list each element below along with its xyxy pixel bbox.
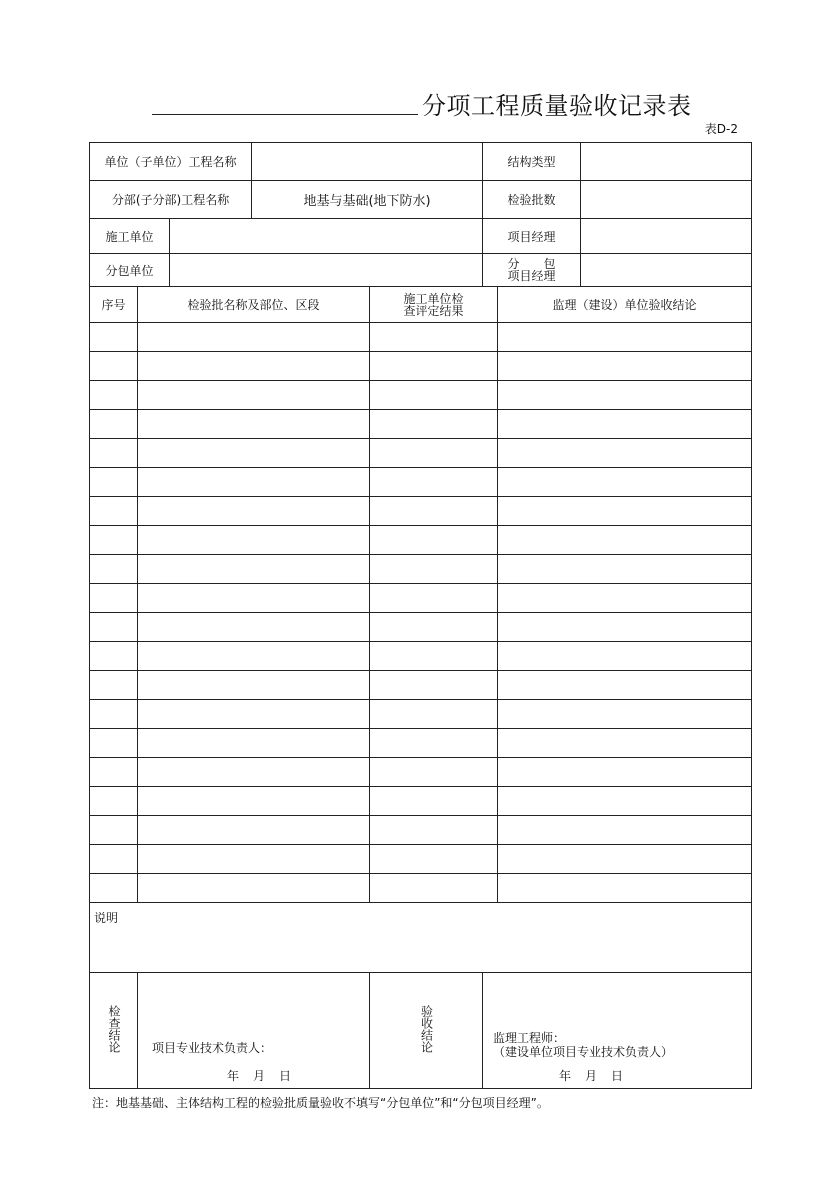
row-supervision-conclusion-cell[interactable] — [498, 671, 752, 700]
row-construction-result-cell[interactable] — [370, 352, 498, 381]
row-batch-name-cell[interactable] — [138, 613, 370, 642]
row-seq-cell[interactable] — [90, 671, 138, 700]
table-row — [90, 352, 752, 381]
row-construction-result-cell[interactable] — [370, 497, 498, 526]
row-batch-name-cell[interactable] — [138, 671, 370, 700]
row-supervision-conclusion-cell[interactable] — [498, 642, 752, 671]
row-construction-result-cell[interactable] — [370, 671, 498, 700]
row-seq-cell[interactable] — [90, 874, 138, 903]
table-row — [90, 845, 752, 874]
acceptance-signer — [493, 1031, 673, 1059]
row-batch-name-cell[interactable] — [138, 439, 370, 468]
notes-label: 说明 — [94, 911, 119, 925]
row-supervision-conclusion-cell[interactable] — [498, 816, 752, 845]
row-seq-cell[interactable] — [90, 584, 138, 613]
acceptance-engineer-label: 监理工程师： — [493, 1031, 566, 1045]
table-row — [90, 874, 752, 903]
col-header-batch-name: 检验批名称及部位、区段 — [138, 287, 370, 323]
row-supervision-conclusion-cell[interactable] — [498, 439, 752, 468]
row-construction-result-cell[interactable] — [370, 323, 498, 352]
table-row — [90, 410, 752, 439]
inspection-responsible-label: 项目专业技术负责人： — [152, 1041, 273, 1055]
row-construction-result-cell[interactable] — [370, 816, 498, 845]
row-construction-result-cell[interactable] — [370, 642, 498, 671]
unit-project-name-field[interactable] — [252, 143, 483, 181]
subcontract-manager-label-line1: 分 包 — [507, 257, 556, 271]
table-row — [90, 642, 752, 671]
inspection-label: 检查结论 — [107, 1004, 121, 1053]
table-row — [90, 787, 752, 816]
row-batch-name-cell[interactable] — [138, 584, 370, 613]
project-manager-label: 项目经理 — [483, 219, 581, 254]
row-batch-name-cell[interactable] — [138, 526, 370, 555]
row-batch-name-cell[interactable] — [138, 468, 370, 497]
row-seq-cell[interactable] — [90, 845, 138, 874]
row-supervision-conclusion-cell[interactable] — [498, 555, 752, 584]
table-row — [90, 526, 752, 555]
row-supervision-conclusion-cell[interactable] — [498, 497, 752, 526]
subcontract-manager-field[interactable] — [581, 254, 752, 287]
structure-type-field[interactable] — [581, 143, 752, 181]
row-seq-cell[interactable] — [90, 816, 138, 845]
acceptance-year: 年 — [559, 1069, 572, 1083]
title-blank-line[interactable] — [152, 114, 418, 115]
table-row — [90, 555, 752, 584]
row-batch-name-cell[interactable] — [138, 642, 370, 671]
acceptance-label: 验收结论 — [419, 1004, 434, 1053]
row-batch-name-cell[interactable] — [138, 816, 370, 845]
row-supervision-conclusion-cell[interactable] — [498, 787, 752, 816]
structure-type-label: 结构类型 — [483, 143, 581, 181]
footnote: 注：地基基础、主体结构工程的检验批质量验收不填写“分包单位”和“分包项目经理”。 — [92, 1096, 549, 1110]
row-batch-name-cell[interactable] — [138, 381, 370, 410]
table-row — [90, 758, 752, 787]
row-supervision-conclusion-cell[interactable] — [498, 584, 752, 613]
row-batch-name-cell[interactable] — [138, 845, 370, 874]
row-supervision-conclusion-cell[interactable] — [498, 410, 752, 439]
batch-count-field[interactable] — [581, 181, 752, 219]
col-header-construction-result-line1: 施工单位检 — [403, 291, 464, 306]
inspection-year: 年 — [226, 1069, 239, 1083]
col-header-construction-result — [370, 287, 498, 323]
acceptance-engineer-note: （建设单位项目专业技术负责人） — [493, 1045, 674, 1059]
project-manager-field[interactable] — [581, 219, 752, 254]
row-supervision-conclusion-cell[interactable] — [498, 874, 752, 903]
row-supervision-conclusion-cell[interactable] — [498, 758, 752, 787]
row-supervision-conclusion-cell[interactable] — [498, 381, 752, 410]
row-seq-cell[interactable] — [90, 526, 138, 555]
subcontract-manager-label-line2: 项目经理 — [507, 269, 556, 283]
col-header-construction-result-line2: 查评定结果 — [403, 303, 464, 318]
row-construction-result-cell[interactable] — [370, 468, 498, 497]
row-seq-cell[interactable] — [90, 497, 138, 526]
row-batch-name-cell[interactable] — [138, 497, 370, 526]
inspection-conclusion-cell[interactable] — [138, 973, 370, 1089]
row-construction-result-cell[interactable] — [370, 729, 498, 758]
construction-unit-field[interactable] — [170, 219, 483, 254]
row-supervision-conclusion-cell[interactable] — [498, 845, 752, 874]
form-code: 表D-2 — [704, 122, 738, 136]
row-seq-cell[interactable] — [90, 352, 138, 381]
col-header-seq: 序号 — [90, 287, 138, 323]
row-batch-name-cell[interactable] — [138, 787, 370, 816]
row-batch-name-cell[interactable] — [138, 352, 370, 381]
row-seq-cell[interactable] — [90, 410, 138, 439]
row-supervision-conclusion-cell[interactable] — [498, 729, 752, 758]
row-seq-cell[interactable] — [90, 381, 138, 410]
table-row — [90, 671, 752, 700]
row-construction-result-cell[interactable] — [370, 874, 498, 903]
row-supervision-conclusion-cell[interactable] — [498, 700, 752, 729]
table-row — [90, 323, 752, 352]
subcontract-manager-label — [483, 254, 581, 287]
acceptance-conclusion-cell[interactable] — [483, 973, 752, 1089]
subcontract-unit-label: 分包单位 — [90, 254, 170, 287]
row-construction-result-cell[interactable] — [370, 439, 498, 468]
row-seq-cell[interactable] — [90, 468, 138, 497]
table-row — [90, 729, 752, 758]
row-supervision-conclusion-cell[interactable] — [498, 323, 752, 352]
row-construction-result-cell[interactable] — [370, 526, 498, 555]
table-row — [90, 700, 752, 729]
row-batch-name-cell[interactable] — [138, 700, 370, 729]
row-seq-cell[interactable] — [90, 323, 138, 352]
row-batch-name-cell[interactable] — [138, 410, 370, 439]
table-row — [90, 584, 752, 613]
row-batch-name-cell[interactable] — [138, 874, 370, 903]
row-construction-result-cell[interactable] — [370, 787, 498, 816]
row-seq-cell[interactable] — [90, 642, 138, 671]
table-row — [90, 439, 752, 468]
row-supervision-conclusion-cell[interactable] — [498, 468, 752, 497]
row-construction-result-cell[interactable] — [370, 613, 498, 642]
construction-unit-label: 施工单位 — [90, 219, 170, 254]
form-title: 分项工程质量验收记录表 — [422, 92, 692, 120]
sub-project-name-label: 分部(子分部)工程名称 — [90, 181, 252, 219]
acceptance-month: 月 — [585, 1069, 598, 1083]
row-construction-result-cell[interactable] — [370, 410, 498, 439]
sub-project-name-field[interactable]: 地基与基础(地下防水) — [252, 181, 483, 219]
row-seq-cell[interactable] — [90, 700, 138, 729]
data-rows — [90, 323, 752, 903]
table-row — [90, 497, 752, 526]
subcontract-unit-field[interactable] — [170, 254, 483, 287]
acceptance-date — [483, 1067, 752, 1084]
batch-count-label: 检验批数 — [483, 181, 581, 219]
row-seq-cell[interactable] — [90, 729, 138, 758]
inspection-record-table — [89, 142, 752, 1089]
row-seq-cell[interactable] — [90, 613, 138, 642]
table-row — [90, 613, 752, 642]
row-construction-result-cell[interactable] — [370, 758, 498, 787]
table-row — [90, 468, 752, 497]
row-batch-name-cell[interactable] — [138, 758, 370, 787]
row-batch-name-cell[interactable] — [138, 555, 370, 584]
row-construction-result-cell[interactable] — [370, 381, 498, 410]
col-header-supervision-conclusion: 监理（建设）单位验收结论 — [498, 287, 752, 323]
row-seq-cell[interactable] — [90, 758, 138, 787]
unit-project-name-label: 单位（子单位）工程名称 — [90, 143, 252, 181]
row-supervision-conclusion-cell[interactable] — [498, 526, 752, 555]
inspection-month: 月 — [253, 1069, 266, 1083]
row-construction-result-cell[interactable] — [370, 555, 498, 584]
notes-cell[interactable] — [90, 903, 752, 973]
row-seq-cell[interactable] — [90, 555, 138, 584]
inspection-label-cell — [90, 973, 138, 1089]
row-batch-name-cell[interactable] — [138, 729, 370, 758]
inspection-date — [138, 1067, 370, 1084]
inspection-day: 日 — [279, 1069, 292, 1083]
table-row — [90, 816, 752, 845]
acceptance-label-cell — [370, 973, 483, 1089]
acceptance-day: 日 — [611, 1069, 624, 1083]
row-batch-name-cell[interactable] — [138, 323, 370, 352]
row-supervision-conclusion-cell[interactable] — [498, 352, 752, 381]
row-supervision-conclusion-cell[interactable] — [498, 613, 752, 642]
row-seq-cell[interactable] — [90, 787, 138, 816]
row-construction-result-cell[interactable] — [370, 845, 498, 874]
row-seq-cell[interactable] — [90, 439, 138, 468]
table-row — [90, 381, 752, 410]
row-construction-result-cell[interactable] — [370, 584, 498, 613]
row-construction-result-cell[interactable] — [370, 700, 498, 729]
